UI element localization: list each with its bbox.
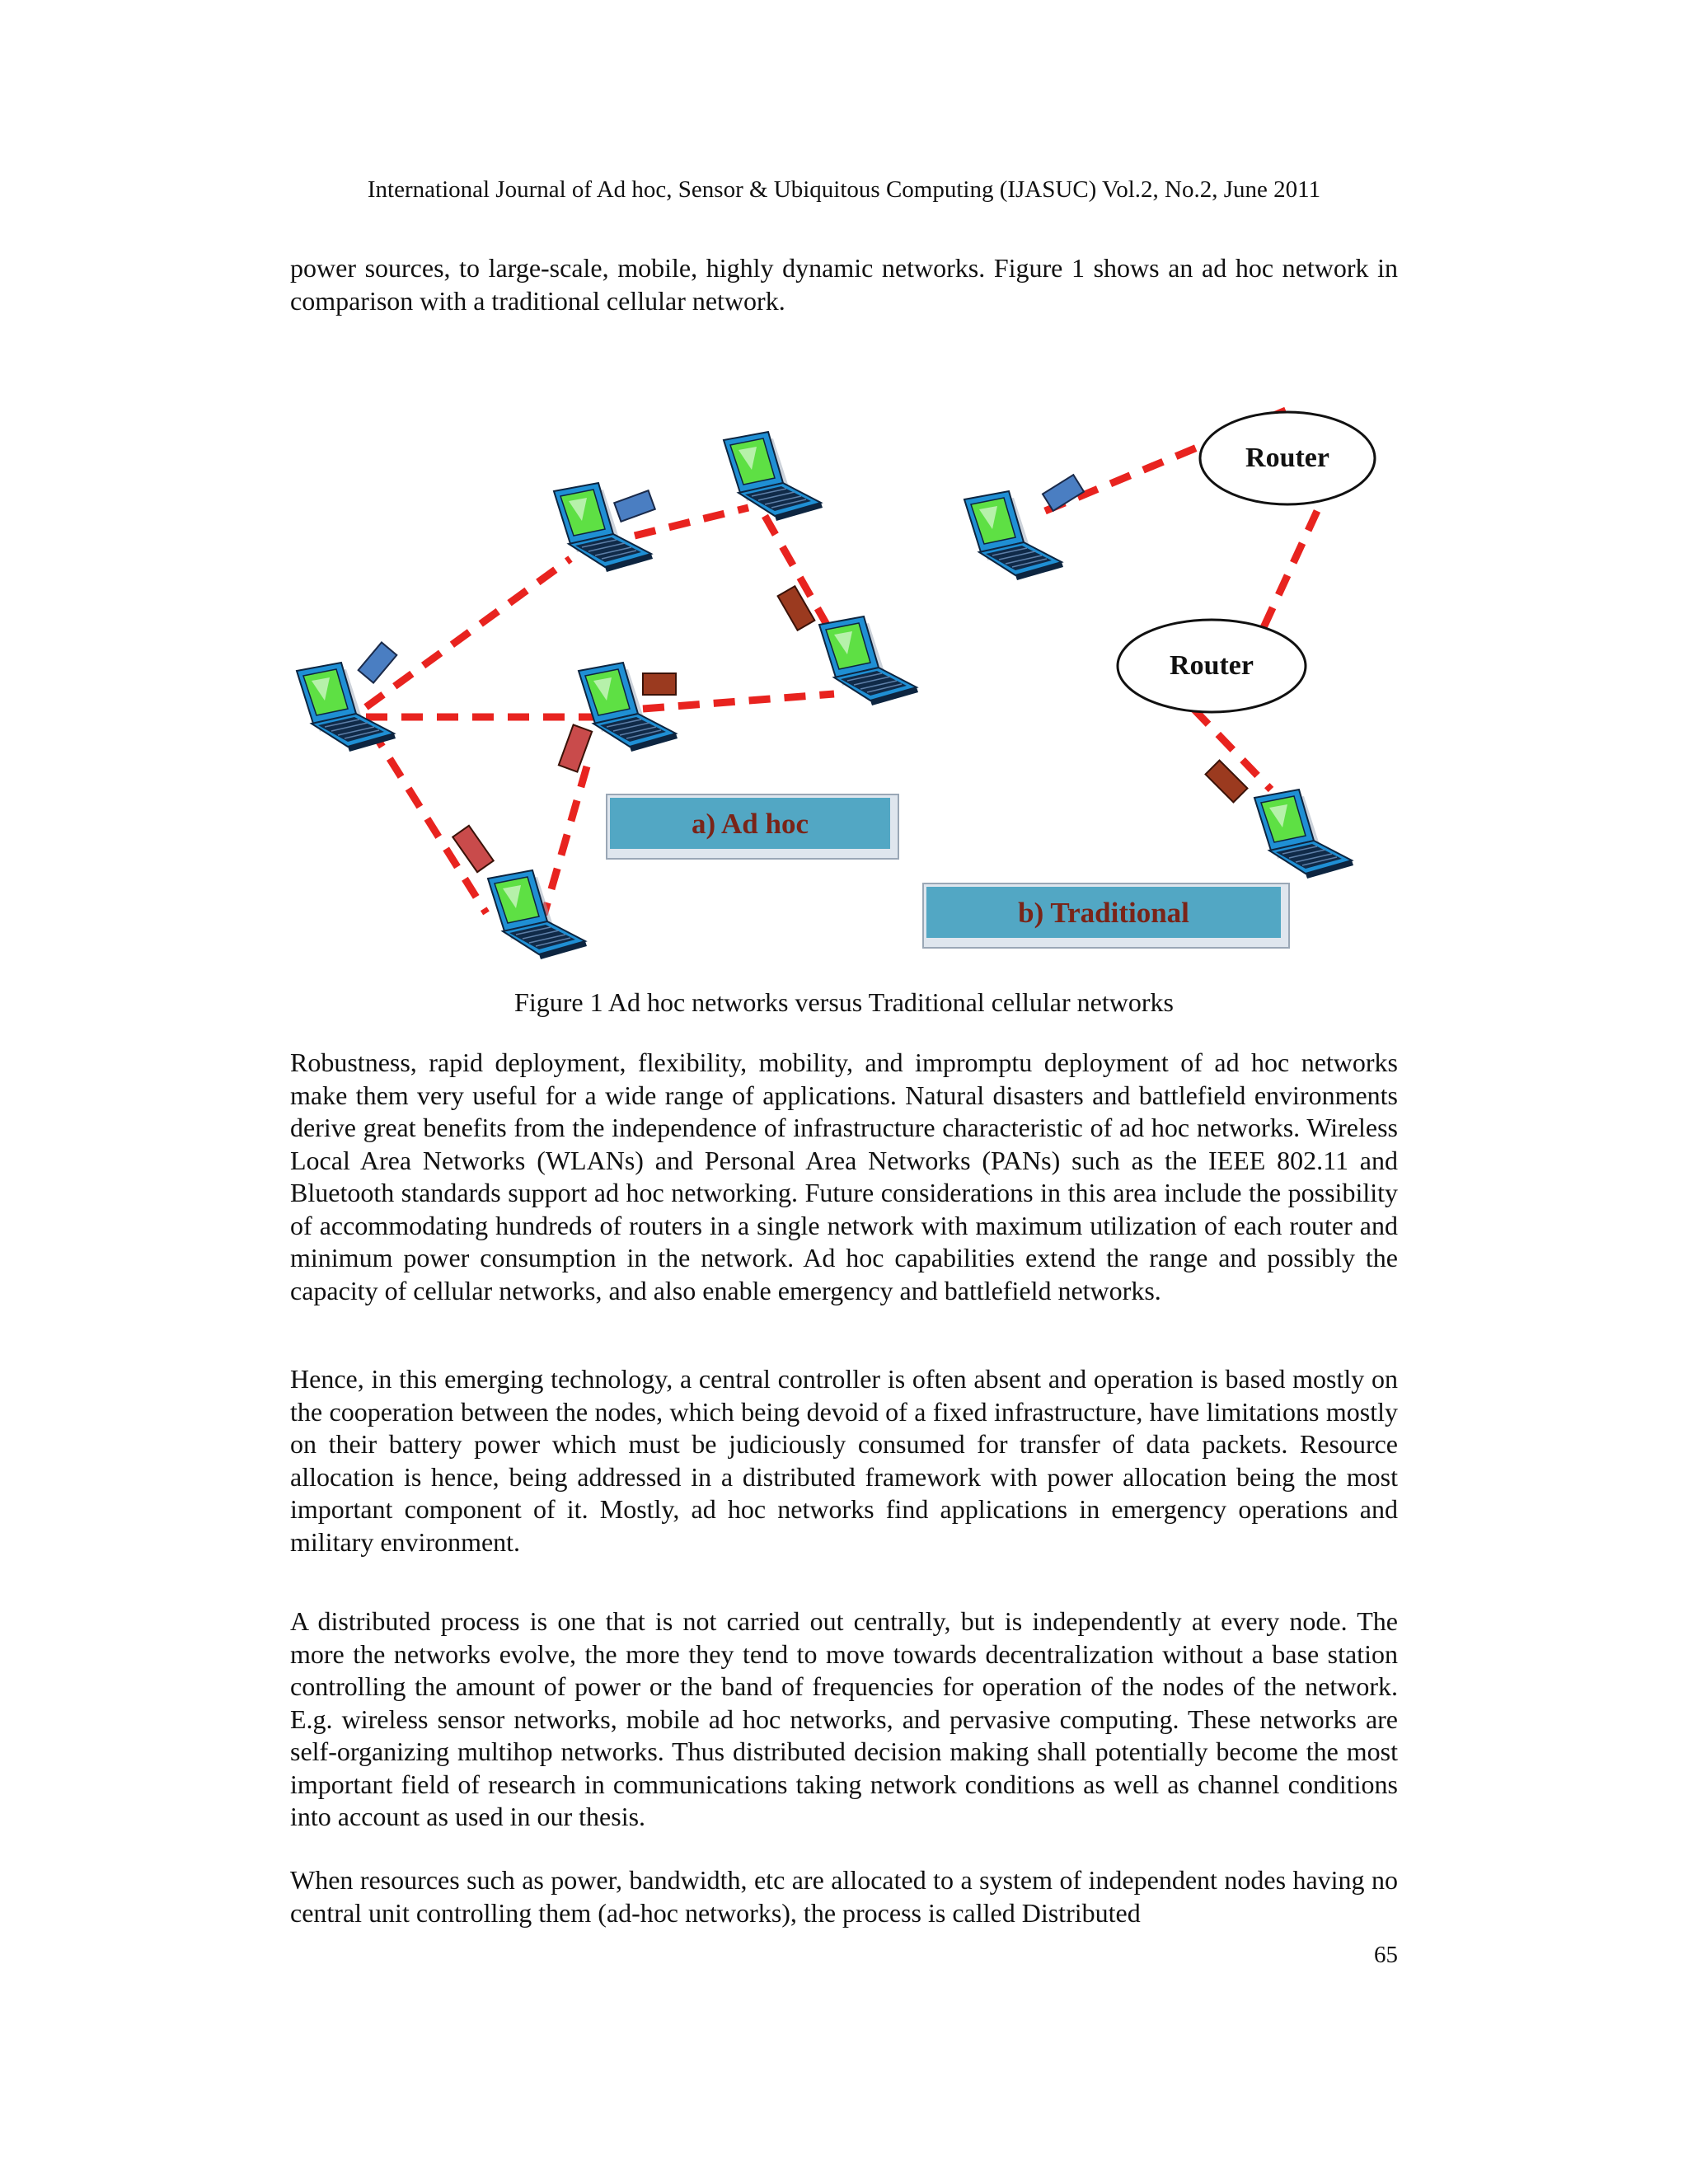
packet-brown-2 — [643, 673, 676, 695]
body-paragraph-2: Hence, in this emerging technology, a central controller is often absent and operation is based mostly on the cooperation between the nodes, which being devoid of a fixed infrastructure, have limitations mostly on their battery power which must be judiciously consumed for transfer of data packets. Resource allocation is hence, being addressed in a distributed framework with power allocation being the most important component of it. Mostly, ad hoc networks find applications in emergency operations and military environment. — [290, 1364, 1398, 1557]
link-router-top-router-middle — [1261, 511, 1317, 633]
traditional-label: b) Traditional — [1018, 897, 1189, 929]
page-number: 65 — [1374, 1942, 1398, 1968]
journal-header: International Journal of Ad hoc, Sensor & Ubiquitous Computing (IJASUC) Vol.2, No.2, June 2011 — [367, 176, 1321, 203]
network-figure — [280, 404, 1401, 972]
router-top — [1200, 412, 1375, 504]
link-e-f — [544, 766, 587, 915]
body-paragraph-3: A distributed process is one that is not carried out centrally, but is independently at every node. The more the networks evolve, the more they tend to move towards decentralization without a base station controlling the amount of power or the band of frequencies for operation of the nodes of the network. E.g. wireless sensor networks, mobile ad hoc networks, and pervasive computing. These networks are self-organizing multihop networks. Thus distributed decision making shall potentially become the most important field of research in communications taking network conditions as well as channel conditions into account as used in our thesis. — [290, 1606, 1398, 1831]
intro-paragraph: power sources, to large-scale, mobile, highly dynamic networks. Figure 1 shows an ad hoc network in comparison with a traditional cellular network. — [290, 253, 1398, 316]
adhoc-label: a) Ad hoc — [692, 808, 809, 840]
laptop-node-traditional-bottom — [1254, 790, 1353, 879]
packet-blue-3 — [1043, 475, 1084, 511]
laptop-node-f — [488, 870, 587, 959]
laptop-node-a — [297, 663, 396, 752]
router-top-label: Router — [1245, 443, 1329, 473]
adhoc-label-box — [607, 794, 898, 859]
packet-blue-1 — [359, 642, 397, 682]
body-paragraph-4: When resources such as power, bandwidth, etc are allocated to a system of independent nodes having no central unit controlling them (ad-hoc networks), the process is called Distributed — [290, 1865, 1398, 1928]
traditional-label-box — [923, 883, 1289, 948]
body-paragraph-1: Robustness, rapid deployment, flexibility, mobility, and impromptu deployment of ad hoc networks make them very useful for a wide range of applications. Natural disasters and battlefield environments derive great benefits from the independence of infrastructure characteristic of ad hoc networks. Wireless Local Area Networks (WLANs) and Personal Area Networks (PANs) such as the IEEE 802.11 and Bluetooth standards support ad hoc networking. Future considerations in this area include the possibility of accommodating hundreds of routers in a single network with maximum utilization of each router and minimum power consumption in the network. Ad hoc capabilities extend the range and possibly the capacity of cellular networks, and also enable emergency and battlefield networks. — [290, 1047, 1398, 1305]
router-middle-label: Router — [1170, 650, 1254, 681]
packet-brown-3 — [1206, 761, 1248, 803]
figure-caption: Figure 1 Ad hoc networks versus Traditional cellular networks — [514, 987, 1174, 1017]
router-middle — [1118, 620, 1306, 712]
packet-blue-2 — [614, 490, 655, 522]
